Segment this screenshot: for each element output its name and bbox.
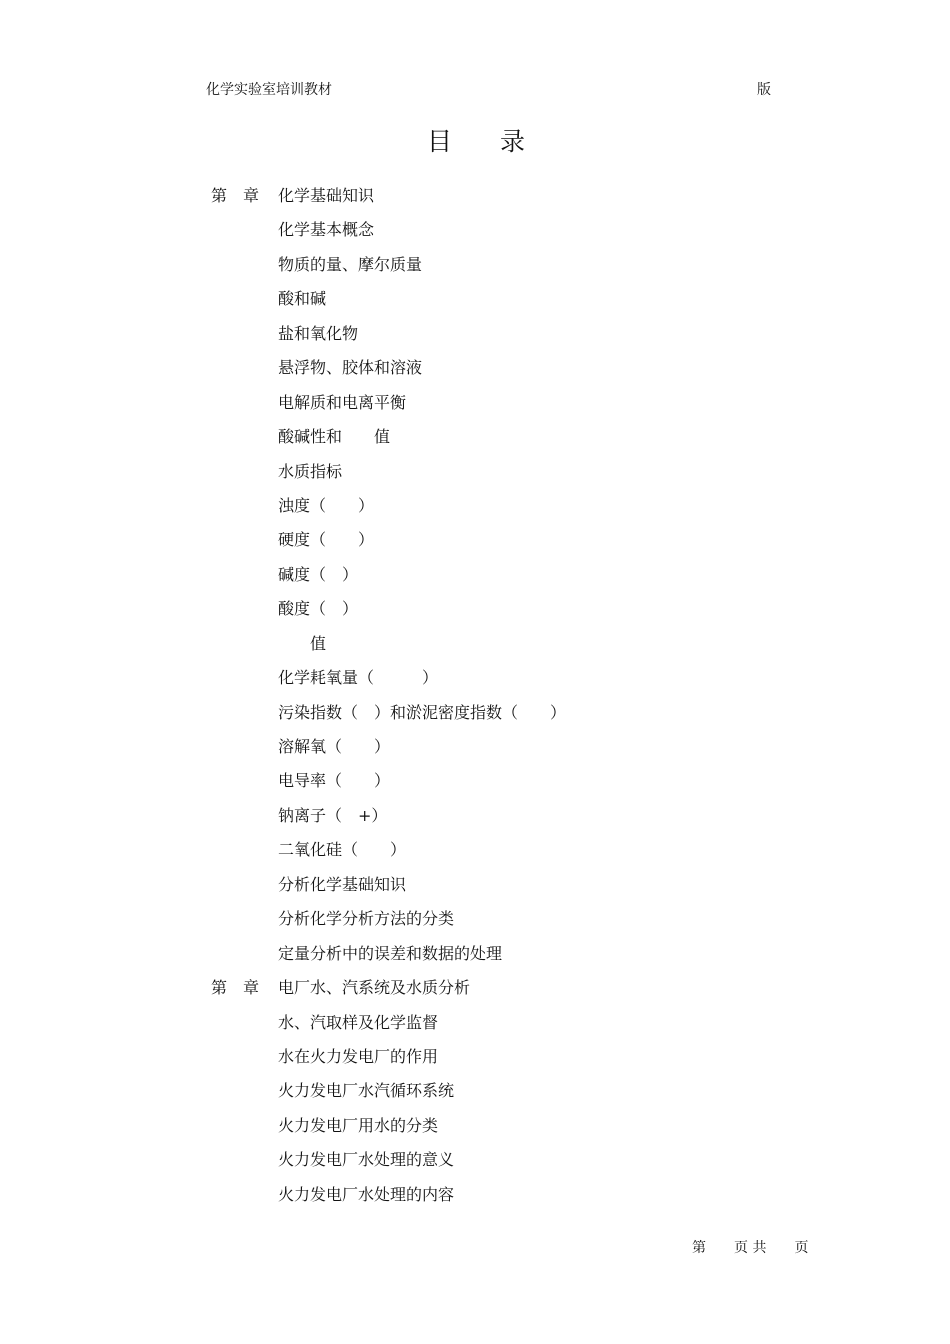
entry-text: 硬度（ ） — [278, 530, 375, 550]
toc-section-entry[interactable] — [0, 322, 950, 356]
toc-section-entry[interactable] — [0, 253, 950, 287]
entry-text: 盐和氧化物 — [278, 323, 359, 343]
title-char: 录 — [500, 127, 574, 156]
toc-section-entry[interactable] — [0, 460, 950, 494]
entry-text: 碱度（ ） — [278, 564, 359, 584]
toc-section-entry[interactable] — [0, 1079, 950, 1113]
toc-section-entry[interactable] — [0, 873, 950, 907]
toc-section-entry[interactable] — [0, 1183, 950, 1217]
entry-text: 火力发电厂水汽循环系统 — [278, 1081, 455, 1101]
toc-section-entry[interactable] — [0, 218, 950, 252]
entry-text: 分析化学分析方法的分类 — [278, 909, 455, 929]
entry-text: 定量分析中的误差和数据的处理 — [278, 943, 503, 963]
toc-section-entry[interactable] — [0, 1148, 950, 1182]
toc-section-entry[interactable] — [0, 735, 950, 769]
title-char: 目 — [427, 127, 501, 156]
entry-text: 电导率（ ） — [278, 771, 391, 791]
toc-section-entry[interactable] — [0, 701, 950, 735]
toc-section-entry[interactable] — [0, 907, 950, 941]
entry-text: 污染指数（ ）和淤泥密度指数（ ） — [278, 702, 567, 722]
toc-chapter-entry[interactable] — [0, 976, 950, 1010]
toc-section-entry[interactable] — [0, 1011, 950, 1045]
entry-text: 化学基础知识 — [278, 186, 375, 205]
chapter-prefix: 第 章 — [211, 186, 260, 205]
entry-text: 火力发电厂水处理的意义 — [278, 1150, 455, 1170]
entry-text: 火力发电厂用水的分类 — [278, 1115, 439, 1135]
entry-text: 悬浮物、胶体和溶液 — [278, 358, 423, 378]
entry-text: 化学耗氧量（ ） — [278, 668, 439, 688]
running-header-edition: 版 — [757, 82, 771, 98]
page-footer: 第 页 共 页 — [692, 1240, 809, 1256]
toc-chapter-entry[interactable] — [0, 184, 950, 218]
toc-section-entry[interactable] — [0, 287, 950, 321]
entry-text: 浊度（ ） — [278, 495, 375, 515]
running-header-title: 化学实验室培训教材 — [206, 82, 332, 98]
toc-section-entry[interactable] — [0, 528, 950, 562]
toc-section-entry[interactable] — [0, 804, 950, 838]
entry-text: 酸度（ ） — [278, 599, 359, 619]
table-of-contents — [0, 184, 950, 1217]
entry-text: 水、汽取样及化学监督 — [278, 1012, 439, 1032]
entry-text: 酸碱性和 值 — [278, 427, 391, 447]
chapter-prefix: 第 章 — [211, 978, 260, 998]
toc-section-entry[interactable] — [0, 597, 950, 631]
entry-text: 分析化学基础知识 — [278, 874, 407, 894]
toc-section-entry[interactable] — [0, 769, 950, 803]
toc-section-entry[interactable] — [0, 942, 950, 976]
entry-text: 电解质和电离平衡 — [278, 392, 407, 412]
entry-text: 钠离子（ +） — [278, 805, 388, 825]
toc-section-entry[interactable] — [0, 632, 950, 666]
entry-text: 水在火力发电厂的作用 — [278, 1046, 439, 1066]
toc-section-entry[interactable] — [0, 563, 950, 597]
toc-section-entry[interactable] — [0, 391, 950, 425]
entry-text: 值 — [278, 633, 327, 653]
toc-section-entry[interactable] — [0, 356, 950, 390]
entry-text: 酸和碱 — [278, 289, 327, 309]
entry-text: 电厂水、汽系统及水质分析 — [278, 978, 471, 998]
entry-text: 二氧化硅（ ） — [278, 840, 407, 860]
entry-text: 物质的量、摩尔质量 — [278, 254, 423, 274]
toc-section-entry[interactable] — [0, 425, 950, 459]
entry-text: 水质指标 — [278, 461, 343, 481]
entry-text: 火力发电厂水处理的内容 — [278, 1184, 455, 1204]
toc-section-entry[interactable] — [0, 1114, 950, 1148]
toc-section-entry[interactable] — [0, 666, 950, 700]
toc-section-entry[interactable] — [0, 494, 950, 528]
toc-section-entry[interactable] — [0, 838, 950, 872]
page-title — [427, 126, 573, 158]
entry-text: 溶解氧（ ） — [278, 737, 391, 756]
entry-text: 化学基本概念 — [278, 220, 375, 240]
toc-section-entry[interactable] — [0, 1045, 950, 1079]
